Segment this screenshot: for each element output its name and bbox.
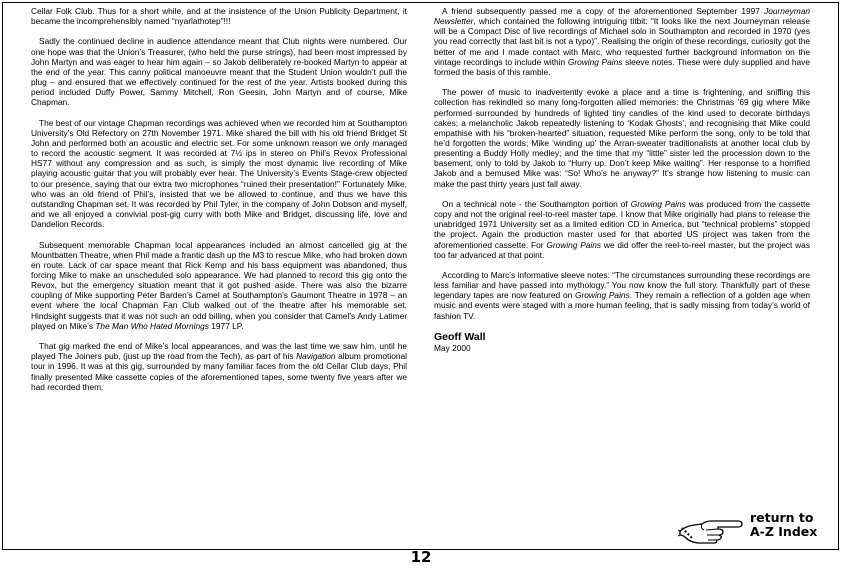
text-span: album promotional tour in 1996. It was at this gig, surrounded by many familiar faces from the old Cellar Club days, Phil finally presented Mike cassette copies of the aforementioned tapes, some twenty five years after we had recorded them. xyxy=(31,351,407,392)
paragraph xyxy=(31,240,407,331)
text-span: , which contained the following intriguing titbit: “It looks like the next Journeyman release will be a Compact Disc of live recordings of Michael solo in Southampton and recorded in 1970 (yes you read correctly that last bit is not a typo)”. Realising the origin of these recordings, curiosity got the better of me and I made contact with Marc, who requested further background information on the vintage recordings to include within xyxy=(434,16,810,67)
return-line-2: A-Z Index xyxy=(750,523,818,539)
album-title: Growing Pains xyxy=(567,56,623,67)
album-title: Growing Pains xyxy=(630,198,686,209)
text-span: On a technical note - the Southampton portion of xyxy=(442,198,631,209)
text-span: Subsequent memorable Chapman local appearances included an almost cancelled gig at the Mountbatten Theatre, when Phil made a frantic dash up the M3 to rescue Mike, who had broken down en route. Lack of car space meant that Rick Kemp and his bass equipment was abandoned, thus forcing Mike to make an unscheduled solo appearance. We had planned to record this gig onto the Revox, but the emergency situation meant that it got pushed aside. There was also the bizarre coupling of Mike supporting Peter Barden’s Camel at Southampton’s Gaumont Theatre in 1978 – an event where the local Chapman Fan Club walked out of the theatre after his memorable set. Hindsight suggests that it was not such an odd billing, when you consider that Camel’s Andy Latimer played on Mike’s xyxy=(31,239,407,331)
text-span: 1977 LP. xyxy=(208,320,244,331)
paragraph xyxy=(434,270,810,321)
paragraph xyxy=(434,6,810,77)
newsletter-title: Journeyman Newsletter xyxy=(434,6,810,27)
return-to-index-link[interactable] xyxy=(678,511,818,545)
paragraph: Sadly the continued decline in audience attendance meant that Club nights were numbered. Our one hope was that the Union’s Treasurer, (who held the purse strings), had been most impressed by John Martyn and was eager to hear him again – so Jakob deliberately re-booked Martyn to appear at the end of the year. This canny political manoeuvre meant that the Student Union wouldn’t pull the plug – and ensured that we effectively continued for the rest of the year. Artists booked during this period included Duffy Power, Sammy Mitchell, Ron Geesin, John Martyn and of course, Mike Chapman. xyxy=(31,36,407,108)
pointing-hand-icon xyxy=(678,514,748,544)
text-span: According to Marc’s informative sleeve notes: “The circumstances surrounding these recordings are less familiar and have passed into mythology.” You now know the full story. Thankfully part of these legendary tapes are now featured on xyxy=(434,270,810,301)
album-title: Growing Pains xyxy=(546,239,602,250)
text-span: A friend subsequently passed me a copy of the aforementioned September 1997 xyxy=(442,6,765,16)
return-label xyxy=(750,511,817,538)
page-number: 12 xyxy=(410,548,432,566)
paragraph: Cellar Folk Club. Thus for a short while, and at the insistence of the Union Publicity Department, it became the incomprehensibly named “nyarlathotep”!!! xyxy=(31,6,407,27)
left-column xyxy=(31,6,407,392)
text-span: was produced from the cassette copy and not the original reel-to-reel master tape. I know that Mike originally had plans to release the unabridged 1971 University set as a limited edition CD in America, but “technical problems” stopped the project. Again the production master used for that aborted US project was taken from the aforementioned cassette. For xyxy=(434,198,810,250)
album-title: The Man Who Hated Mornings xyxy=(95,320,209,331)
text-span: That gig marked the end of Mike’s local appearances, and was the last time we saw him, until he played The Joiners pub, (just up the road from the Tech), as part of his xyxy=(31,341,407,362)
paragraph xyxy=(31,341,407,392)
return-line-1: return to xyxy=(750,510,814,525)
paragraph: The best of our vintage Chapman recordings was achieved when we recorded him at Southampton University’s Old Refectory on 27th November 1971. Mike shared the bill with his old friend Bridget St John and performed both an acoustic and electric set. For some unknown reason we only managed to record the acoustic segment. It was recorded at 7½ ips in stereo on Phil’s Revox Professional HS77 without any compression and as such, is simply the most dynamic live recording of Mike playing acoustic guitar that you will probably ever hear. The University’s Events Stage-crew objected to our presence, saying that our extra two microphones “ruined their presentation!” Fortunately Mike, who was an old friend of Phil’s, insisted that we be allowed to continue, and thus we have this outstanding Chapman set. It was recorded by Phil Tyler, in the company of John Dobson and myself, and we all enjoyed a convivial post-gig curry with both Mike and Bridget, discussing life, love and Dandelion Records. xyxy=(31,117,407,230)
album-title: Navigation xyxy=(296,351,336,362)
author-name: Geoff Wall xyxy=(434,330,486,343)
right-column xyxy=(434,6,810,353)
paragraph xyxy=(434,199,810,260)
text-span: . They remain a reflection of a golden age when music and events were staged with a more human feeling, that is sadly missing from today’s world of fashion TV. xyxy=(434,290,811,321)
text-span: we did offer the reel-to-reel master, but the project was too far advanced at that point. xyxy=(434,239,810,260)
album-title: Growing Pains xyxy=(575,290,630,301)
author-date: May 2000 xyxy=(434,342,471,353)
paragraph: The power of music to inadvertently evoke a place and a time is frightening, and sniffing this collection has rekindled so many long-forgotten allied memories: the Christmas ’69 gig where Mike performed surrounded by hundreds of lighted tiny candles of the kind used to decorate birthdays cakes; a melancholic Jakob repeatedly listening to ‘Kodak Ghosts’, and recognising that Mike could empathise with his “broken-hearted” situation, requested Mike perform the song, only to be told that he’d forgotten the words; Mike ‘winding up’ the Arran-sweater traditionalists at another local club by presenting a Buddy Holly medley; and the time that my “little” sister led the procession down to the basement, only to told by Jakob to “Hurry up. Don’t keep Mike waiting”. Her response to a horrified Jakob and a bemused Mike was: “So! Who’s he anyway?” It’s strange how listening to music can make the past thirty years just fall away. xyxy=(434,87,810,189)
text-span: sleeve notes. These were duly supplied and have formed the basis of this ramble. xyxy=(434,56,810,77)
